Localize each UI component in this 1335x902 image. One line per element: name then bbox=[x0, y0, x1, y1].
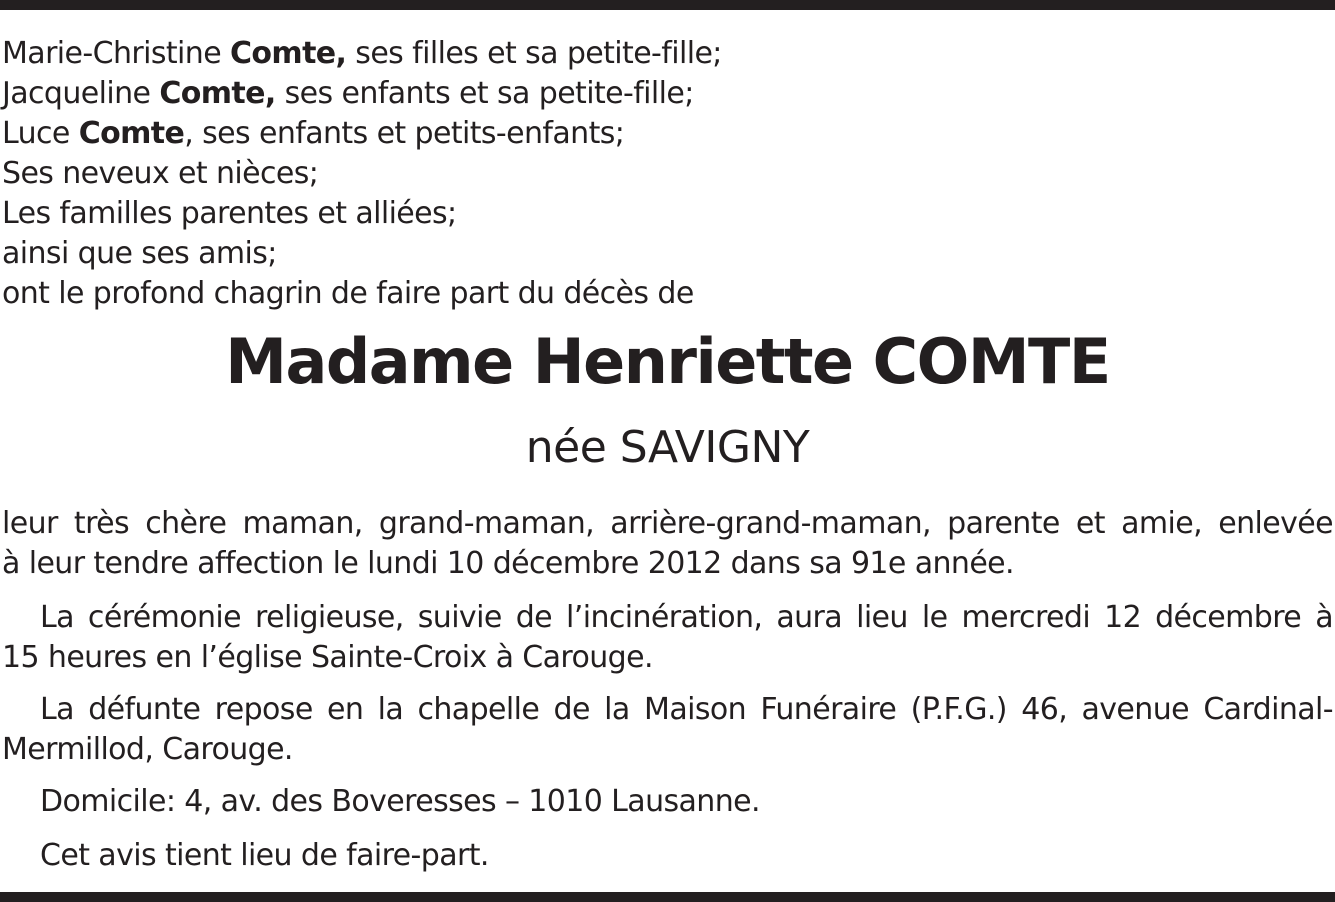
family-line: ainsi que ses amis; bbox=[2, 236, 277, 271]
family-line: Les familles parentes et alliées; bbox=[2, 196, 457, 231]
deceased-name: Madame Henriette COMTE bbox=[225, 325, 1110, 398]
maiden-name: née SAVIGNY bbox=[525, 422, 810, 473]
lead-line-1: leur très chère maman, grand-maman, arrière-grand-maman, parente et amie, enlevée bbox=[2, 506, 1333, 541]
bottom-rule bbox=[0, 892, 1335, 902]
domicile-text: Domicile: 4, av. des Boveresses – 1010 Lausanne. bbox=[40, 784, 760, 819]
family-line: Jacqueline Comte, ses enfants et sa petite-fille; bbox=[2, 76, 694, 111]
family-list bbox=[2, 34, 1302, 314]
lead-line-2: à leur tendre affection le lundi 10 décembre 2012 dans sa 91e année. bbox=[2, 546, 1014, 581]
domicile-line bbox=[2, 782, 1333, 822]
ceremony-line-2: 15 heures en l’église Sainte-Croix à Carouge. bbox=[2, 640, 653, 675]
faire-part-text: Cet avis tient lieu de faire-part. bbox=[40, 838, 489, 873]
top-rule bbox=[0, 0, 1335, 10]
lead-paragraph bbox=[2, 504, 1333, 584]
family-line: Ses neveux et nièces; bbox=[2, 156, 319, 191]
ceremony-line-1: La cérémonie religieuse, suivie de l’incinération, aura lieu le mercredi 12 décembre à bbox=[40, 600, 1333, 635]
family-line: ont le profond chagrin de faire part du décès de bbox=[2, 276, 694, 311]
faire-part-line bbox=[2, 836, 1333, 876]
ceremony-paragraph bbox=[2, 598, 1333, 678]
repose-paragraph bbox=[2, 690, 1333, 770]
repose-line-1: La défunte repose en la chapelle de la Maison Funéraire (P.F.G.) 46, avenue Cardinal- bbox=[40, 692, 1333, 727]
repose-line-2: Mermillod, Carouge. bbox=[2, 732, 293, 767]
family-line: Luce Comte, ses enfants et petits-enfants; bbox=[2, 116, 625, 151]
family-line: Marie-Christine Comte, ses filles et sa petite-fille; bbox=[2, 36, 722, 71]
